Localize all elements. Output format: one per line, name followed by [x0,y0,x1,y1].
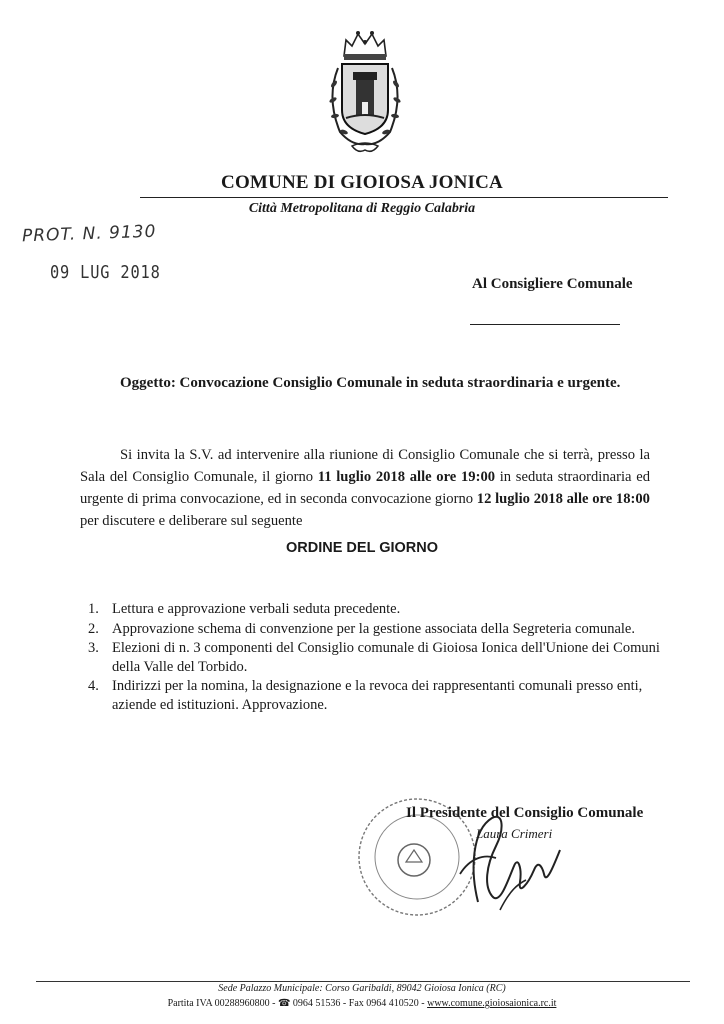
signatory-role: Il Presidente del Consiglio Comunale [406,805,644,821]
footer-address: Sede Palazzo Municipale: Corso Garibaldi, 89042 Gioiosa Ionica (RC) [218,983,506,994]
agenda-title: ORDINE DEL GIORNO [286,540,438,556]
second-convocation-date: 12 luglio 2018 alle ore 18:00 [476,491,650,507]
agenda-item-number: 1. [88,601,99,617]
body-paragraph [80,444,650,532]
agenda-item-number: 2. [88,620,99,637]
agenda-item [78,677,678,714]
agenda-item-number: 3. [88,640,99,656]
date-stamp: 09 LUG 2018 [50,262,161,283]
footer-phone-fax: 0964 51536 - Fax 0964 410520 - [290,998,428,1009]
agenda-item [78,600,678,619]
agenda-item-text: Lettura e approvazione verbali seduta precedente. [112,601,401,617]
subject-line: Oggetto: Convocazione Consiglio Comunale in seduta straordinaria e urgente. [120,375,621,391]
agenda-item-text: Approvazione schema di convenzione per la gestione associata della Segreteria comunale. [112,620,635,637]
first-convocation-date: 11 luglio 2018 alle ore 19:00 [317,469,496,485]
footer-contacts [0,998,724,1009]
page-subtitle: Città Metropolitana di Reggio Calabria [248,201,476,216]
page-title: COMUNE DI GIOIOSA JONICA [221,172,503,193]
agenda-list [78,600,678,715]
recipient: Al Consigliere Comunale [472,276,633,292]
footer-vat: Partita IVA 00288960800 - [167,998,278,1009]
agenda-item [78,639,678,676]
body-text-part2: in seduta straordinaria ed urgente di prima convocazione, ed in seconda convocazione giorno [80,469,650,507]
recipient-blank-line [470,324,620,325]
signatory-name: Laura Crimeri [476,826,553,841]
agenda-item-text: Indirizzi per la nomina, la designazione e la revoca dei rappresentanti comunali presso enti, aziende ed istituzioni. Approvazione. [112,678,643,713]
crest-icon [322,28,408,158]
footer-website-link[interactable]: www.comune.gioiosaionica.rc.it [427,998,557,1009]
agenda-item [78,620,678,639]
header-divider [140,197,668,198]
phone-icon: ☎ [277,998,291,1009]
agenda-item-number: 4. [88,678,99,694]
body-text-part3: per discutere e deliberare sul seguente [80,513,303,529]
agenda-item-text: Elezioni di n. 3 componenti del Consiglio comunale di Gioiosa Ionica dell'Unione dei Comuni della Valle del Torbido. [112,640,660,675]
footer-divider [36,981,690,982]
body-text-part1: Si invita la S.V. ad intervenire alla riunione di Consiglio Comunale che si terrà, presso la Sala del Consiglio Comunale, il giorno [80,447,650,485]
handwritten-signature-icon [400,810,570,920]
protocol-number: PROT. N. 9130 [21,221,157,247]
